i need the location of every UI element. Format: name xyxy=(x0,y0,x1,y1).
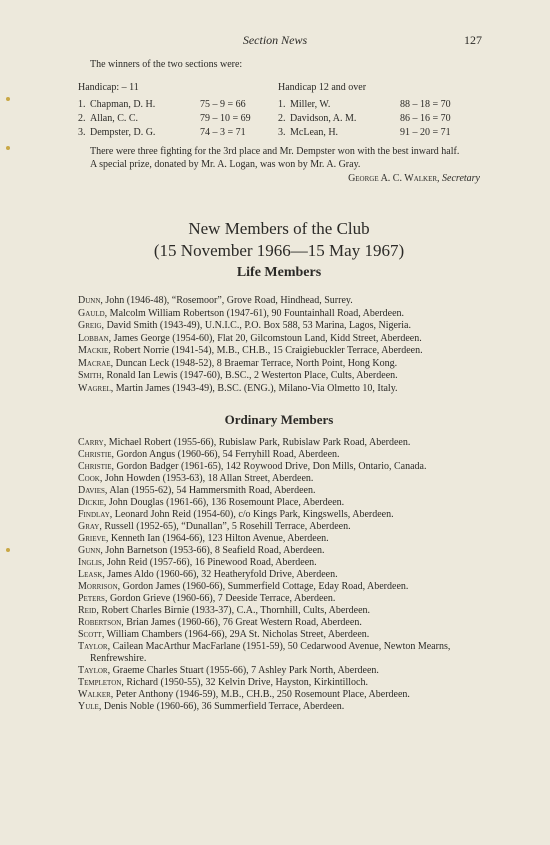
date-range: (15 November 1966—15 May 1967) xyxy=(153,241,405,260)
member-surname: Morrison, xyxy=(78,581,121,592)
member-surname: Davies, xyxy=(78,485,108,496)
result-score: 75 – 9 = 66 xyxy=(200,98,246,110)
member-entry xyxy=(78,370,480,383)
member-details: John Barnetson (1953-66), 8 Seafield Road, Aberdeen. xyxy=(102,545,325,556)
member-surname: Reid, xyxy=(78,605,99,616)
member-details: Robert Norrie (1941-54), M.B., CH.B., 15 Craigiebuckler Terrace, Aberdeen. xyxy=(110,345,423,356)
member-entry xyxy=(78,677,480,689)
running-head: Section News xyxy=(242,33,308,47)
margin-mark xyxy=(6,97,10,101)
member-entry xyxy=(78,509,480,521)
member-entry xyxy=(78,689,480,701)
page-number: 127 xyxy=(464,33,482,47)
member-details: Gordon Grieve (1960-66), 7 Deeside Terrace, Aberdeen. xyxy=(107,593,336,604)
member-details: Ronald Ian Lewis (1947-60), B.SC., 2 Westerton Place, Cults, Aberdeen. xyxy=(103,370,398,381)
ordinary-members-heading: Ordinary Members xyxy=(224,412,334,427)
margin-mark xyxy=(6,146,10,150)
signature-name: George A. C. Walker, xyxy=(348,173,440,184)
member-entry xyxy=(78,593,480,605)
member-surname: Inglis, xyxy=(78,557,105,568)
member-entry xyxy=(78,533,480,545)
section-column xyxy=(78,81,278,139)
member-surname: Grieve, xyxy=(78,533,109,544)
member-details: Malcolm William Robertson (1947-61), 90 Fountainhall Road, Aberdeen. xyxy=(107,307,405,319)
member-entry xyxy=(78,641,480,665)
result-name: McLean, H. xyxy=(290,126,339,138)
ordinary-members-section xyxy=(78,413,480,713)
member-surname: Templeton, xyxy=(78,677,124,688)
member-entry xyxy=(78,320,480,333)
member-details: John Douglas (1961-66), 136 Rosemount Place, Aberdeen. xyxy=(106,497,345,508)
member-entry xyxy=(78,701,480,713)
member-details: James George (1954-60), Flat 20, Gilcomstoun Land, Kidd Street, Aberdeen. xyxy=(111,332,422,344)
member-surname: Christie, xyxy=(78,449,115,460)
member-surname: Gray, xyxy=(78,521,102,532)
member-details: Alan (1955-62), 54 Hammersmith Road, Aberdeen. xyxy=(107,485,316,496)
member-details: Cailean MacArthur MacFarlane (1951-59), 50 Cedarwood Avenue, Newton Mearns, Renfrewshire. xyxy=(90,641,451,664)
result-rank: 3. xyxy=(78,126,86,138)
ordinary-members-list xyxy=(78,437,480,713)
result-row xyxy=(78,125,278,139)
note-paragraph: There were three fighting for the 3rd place and Mr. Dempster won with the best inward half. xyxy=(90,146,460,157)
member-entry xyxy=(78,485,480,497)
member-surname: Smith, xyxy=(78,370,104,381)
member-details: Peter Anthony (1946-59), M.B., CH.B., 250 Rosemount Place, Aberdeen. xyxy=(113,689,410,700)
member-details: John Howden (1953-63), 18 Allan Street, Aberdeen. xyxy=(102,473,314,484)
member-details: Robert Charles Birnie (1933-37), C.A., Thornhill, Cults, Aberdeen. xyxy=(98,605,371,616)
member-entry xyxy=(78,605,480,617)
result-rank: 2. xyxy=(78,112,86,124)
member-surname: Carry, xyxy=(78,437,107,448)
result-name: Allan, C. C. xyxy=(90,112,139,124)
member-surname: Robertson, xyxy=(78,617,124,628)
page-header xyxy=(0,33,550,49)
life-members-list xyxy=(78,295,480,395)
member-entry xyxy=(78,461,480,473)
result-row xyxy=(278,125,478,139)
member-details: James Aldo (1960-66), 32 Heatheryfold Drive, Aberdeen. xyxy=(104,569,338,580)
result-name: Chapman, D. H. xyxy=(90,98,156,110)
member-entry xyxy=(78,521,480,533)
member-entry xyxy=(78,473,480,485)
results-table xyxy=(78,81,480,139)
page-content xyxy=(78,58,480,713)
member-details: Duncan Leck (1948-52), 8 Braemar Terrace, North Point, Hong Kong. xyxy=(113,357,398,369)
page-title: New Members of the Club xyxy=(188,219,370,238)
result-score: 79 – 10 = 69 xyxy=(200,112,251,124)
member-details: Graeme Charles Stuart (1955-66), 7 Ashley Park North, Aberdeen. xyxy=(110,665,379,676)
member-details: Martin James (1943-49), B.SC. (ENG.), Milano-Via Olmetto 10, Italy. xyxy=(113,382,398,394)
member-entry xyxy=(78,383,480,396)
result-rank: 1. xyxy=(278,98,286,110)
member-surname: Lobban, xyxy=(78,332,112,344)
result-rank: 2. xyxy=(278,112,286,124)
results-note xyxy=(78,145,480,185)
margin-mark xyxy=(6,548,10,552)
result-rank: 1. xyxy=(78,98,86,110)
member-surname: Gauld, xyxy=(78,307,108,319)
member-surname: Dickie, xyxy=(78,497,107,508)
member-surname: Mackie, xyxy=(78,345,111,356)
member-surname: Cook, xyxy=(78,473,103,484)
result-name: Dempster, D. G. xyxy=(90,126,156,138)
members-title-block xyxy=(78,219,480,281)
member-surname: Walker, xyxy=(78,689,114,700)
member-entry xyxy=(78,569,480,581)
member-entry xyxy=(78,581,480,593)
member-entry xyxy=(78,617,480,629)
result-score: 88 – 18 = 70 xyxy=(400,98,451,110)
member-details: John Reid (1957-66), 16 Pinewood Road, Aberdeen. xyxy=(104,557,317,568)
member-entry xyxy=(78,665,480,677)
member-entry xyxy=(78,557,480,569)
result-score: 74 – 3 = 71 xyxy=(200,126,246,138)
member-details: Michael Robert (1955-66), Rubislaw Park, Rubislaw Park Road, Aberdeen. xyxy=(106,437,411,448)
member-surname: Macrae, xyxy=(78,357,114,369)
member-details: William Chambers (1964-66), 29A St. Nicholas Street, Aberdeen. xyxy=(104,629,370,640)
result-row xyxy=(78,111,278,125)
member-details: John (1946-48), “Rosemoor”, Grove Road, Hindhead, Surrey. xyxy=(102,295,353,306)
member-entry xyxy=(78,308,480,321)
note-paragraph: A special prize, donated by Mr. A. Logan, was won by Mr. A. Gray. xyxy=(90,159,361,170)
member-details: Gordon James (1960-66), Summerfield Cottage, Eday Road, Aberdeen. xyxy=(120,581,409,592)
member-entry xyxy=(78,449,480,461)
member-entry xyxy=(78,295,480,308)
member-details: Denis Noble (1960-66), 36 Summerfield Terrace, Aberdeen. xyxy=(101,701,345,712)
member-entry xyxy=(78,437,480,449)
member-details: Kenneth Ian (1964-66), 123 Hilton Avenue, Aberdeen. xyxy=(108,533,329,544)
result-name: Davidson, A. M. xyxy=(290,112,357,124)
member-surname: Peters, xyxy=(78,593,108,604)
member-details: Leonard John Reid (1954-60), c/o Kings Park, Kingswells, Aberdeen. xyxy=(112,509,394,520)
intro-text: The winners of the two sections were: xyxy=(90,59,243,70)
section-heading: Handicap 12 and over xyxy=(278,82,367,93)
result-name: Miller, W. xyxy=(290,98,331,110)
section-column xyxy=(278,81,478,139)
member-entry xyxy=(78,358,480,371)
member-surname: Dunn, xyxy=(78,295,103,306)
member-surname: Leask, xyxy=(78,569,105,580)
member-details: Russell (1952-65), “Dunallan”, 5 Rosehill Terrace, Aberdeen. xyxy=(101,521,351,532)
section-heading: Handicap: – 11 xyxy=(78,82,139,93)
member-surname: Greig, xyxy=(78,320,105,331)
member-entry xyxy=(78,497,480,509)
result-row xyxy=(278,97,478,111)
member-surname: Findlay, xyxy=(78,509,113,520)
member-entry xyxy=(78,545,480,557)
signature xyxy=(78,172,480,185)
result-score: 91 – 20 = 71 xyxy=(400,126,451,138)
member-surname: Taylor, xyxy=(78,665,111,676)
member-details: Gordon Angus (1960-66), 54 Ferryhill Road, Aberdeen. xyxy=(114,449,340,460)
member-entry xyxy=(78,345,480,358)
member-entry xyxy=(78,333,480,346)
result-rank: 3. xyxy=(278,126,286,138)
member-surname: Wagrel, xyxy=(78,382,114,394)
member-details: Gordon Badger (1961-65), 142 Roywood Drive, Don Mills, Ontario, Canada. xyxy=(114,461,427,472)
member-entry xyxy=(78,629,480,641)
member-surname: Christie, xyxy=(78,461,115,472)
member-details: David Smith (1943-49), U.N.I.C., P.O. Box 588, 53 Marina, Lagos, Nigeria. xyxy=(104,320,411,331)
result-row xyxy=(278,111,478,125)
member-surname: Gunn, xyxy=(78,545,103,556)
member-details: Richard (1950-55), 32 Kelvin Drive, Hayston, Kirkintilloch. xyxy=(123,677,368,688)
member-surname: Yule, xyxy=(78,701,102,712)
result-row xyxy=(78,97,278,111)
life-members-heading: Life Members xyxy=(236,265,322,280)
member-surname: Scott, xyxy=(78,629,105,640)
member-surname: Taylor, xyxy=(78,641,111,652)
member-details: Brian James (1960-66), 76 Great Western Road, Aberdeen. xyxy=(123,617,362,628)
result-score: 86 – 16 = 70 xyxy=(400,112,451,124)
signature-role: Secretary xyxy=(442,173,480,184)
